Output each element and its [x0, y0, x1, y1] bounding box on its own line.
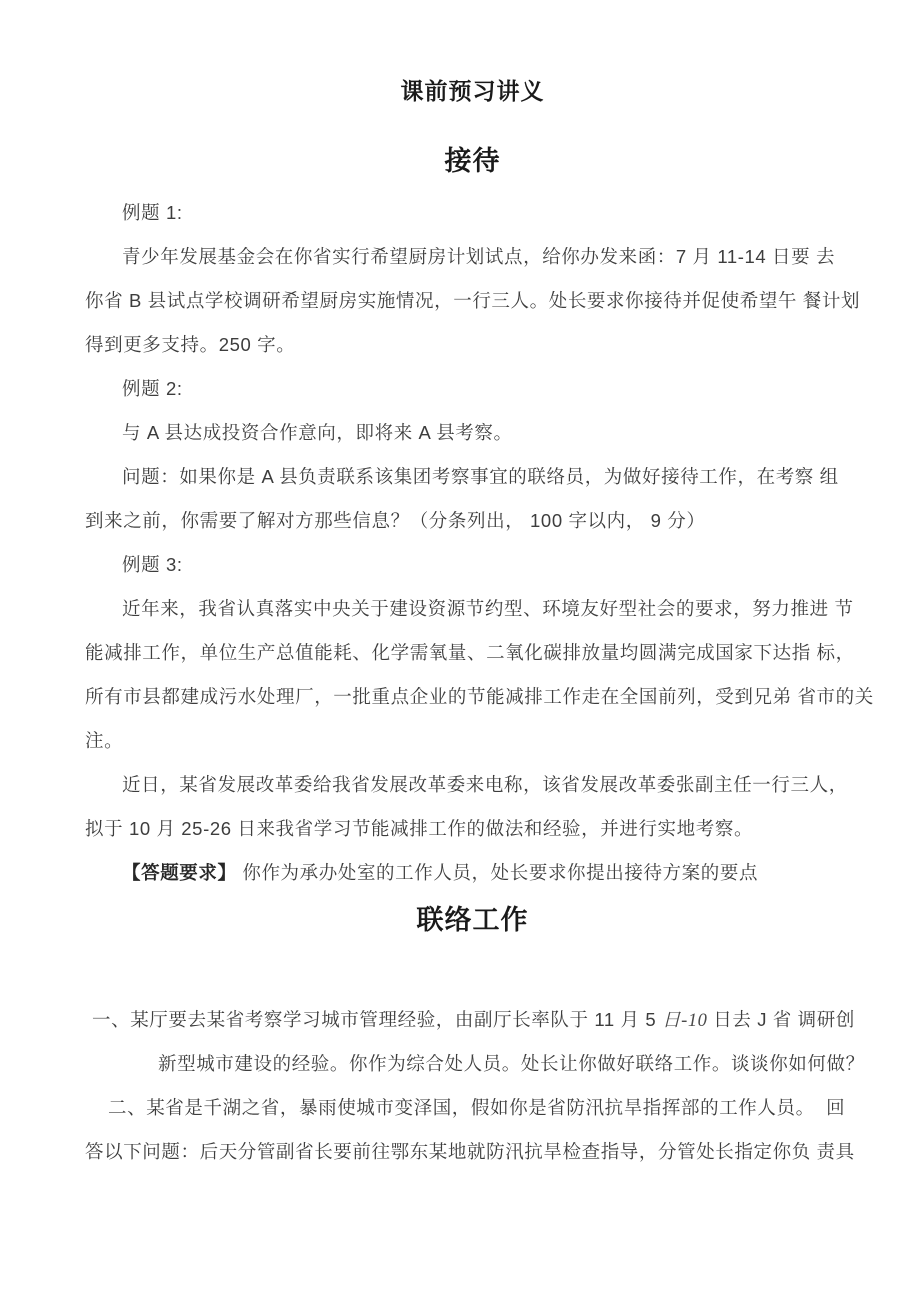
text-segment: 二、某省是千湖之省，暴雨使城市变泽国，假如你是省防汛抗旱指挥部的工作人员。 回 — [108, 1097, 846, 1118]
text-segment: 问题：如果你是 A 县负责联系该集团考察事宜的联络员，为做好接待工作，在考察 组 — [122, 466, 839, 487]
text-segment: 你作为承办处室的工作人员，处长要求你提出接待方案的要点 — [236, 862, 759, 883]
text-line — [85, 367, 860, 411]
text-segment: 注。 — [85, 730, 124, 751]
text-line — [85, 719, 860, 763]
text-segment: 答以下问题：后天分管副省长要前往鄂东某地就防汛抗旱检查指导，分管处长指定你负 责具 — [85, 1141, 855, 1162]
section-heading-reception: 接待 — [444, 146, 501, 176]
text-segment: 所有市县都建成污水处理厂，一批重点企业的节能减排工作走在全国前列，受到兄弟 省市的关 — [85, 686, 874, 707]
text-segment: 新型城市建设的经验。你作为综合处人员。处长让你做好联络工作。谈谈你如何做？ — [158, 1053, 865, 1074]
text-line — [85, 631, 860, 675]
text-segment: 例题 1: — [122, 202, 183, 223]
page-title: 课前预习讲义 — [400, 78, 545, 104]
text-line — [85, 455, 860, 499]
text-segment: 例题 2: — [122, 378, 183, 399]
section-reception-body — [85, 191, 874, 895]
text-segment: 日-10 — [661, 1011, 708, 1031]
text-line — [85, 675, 874, 719]
text-line — [85, 998, 860, 1042]
text-line — [85, 279, 860, 323]
text-line — [85, 763, 860, 807]
text-segment: 拟于 10 月 25-26 日来我省学习节能减排工作的做法和经验，并进行实地考察。 — [85, 818, 754, 839]
text-line — [85, 191, 860, 235]
text-segment: 日去 J 省 调研创 — [707, 1009, 855, 1030]
section-liaison-body — [85, 998, 865, 1174]
text-segment: 你省 B 县试点学校调研希望厨房实施情况，一行三人。处长要求你接待并促使希望午 餐计划 — [85, 290, 861, 311]
text-line — [85, 851, 860, 895]
text-line — [85, 1086, 860, 1130]
text-segment: 近年来，我省认真落实中央关于建设资源节约型、环境友好型社会的要求，努力推进 节 — [122, 598, 854, 619]
text-segment: 能减排工作，单位生产总值能耗、化学需氧量、二氧化碳排放量均圆满完成国家下达指 标， — [85, 642, 855, 663]
text-line — [85, 323, 860, 367]
text-segment: 例题 3: — [122, 554, 183, 575]
text-line — [85, 1130, 860, 1174]
text-line — [85, 543, 860, 587]
text-segment: 到来之前，你需要了解对方那些信息？（分条列出， 100 字以内， 9 分） — [85, 510, 706, 531]
text-segment: 近日，某省发展改革委给我省发展改革委来电称，该省发展改革委张副主任一行三人， — [122, 774, 848, 795]
text-segment: 【答题要求】 — [122, 862, 237, 883]
text-line — [85, 587, 860, 631]
text-segment: 得到更多支持。250 字。 — [85, 334, 296, 355]
text-line — [85, 1042, 865, 1086]
text-segment: 与 A 县达成投资合作意向，即将来 A 县考察。 — [122, 422, 513, 443]
text-line — [85, 235, 860, 279]
text-segment: 青少年发展基金会在你省实行希望厨房计划试点，给你办发来函：7 月 11-14 日要 去 — [122, 246, 836, 267]
text-line — [85, 411, 860, 455]
section-heading-liaison: 联络工作 — [416, 905, 529, 935]
text-segment: 一、某厅要去某省考察学习城市管理经验，由副厅长率队于 11 月 5 — [92, 1009, 662, 1030]
text-line — [85, 499, 860, 543]
text-line — [85, 807, 860, 851]
